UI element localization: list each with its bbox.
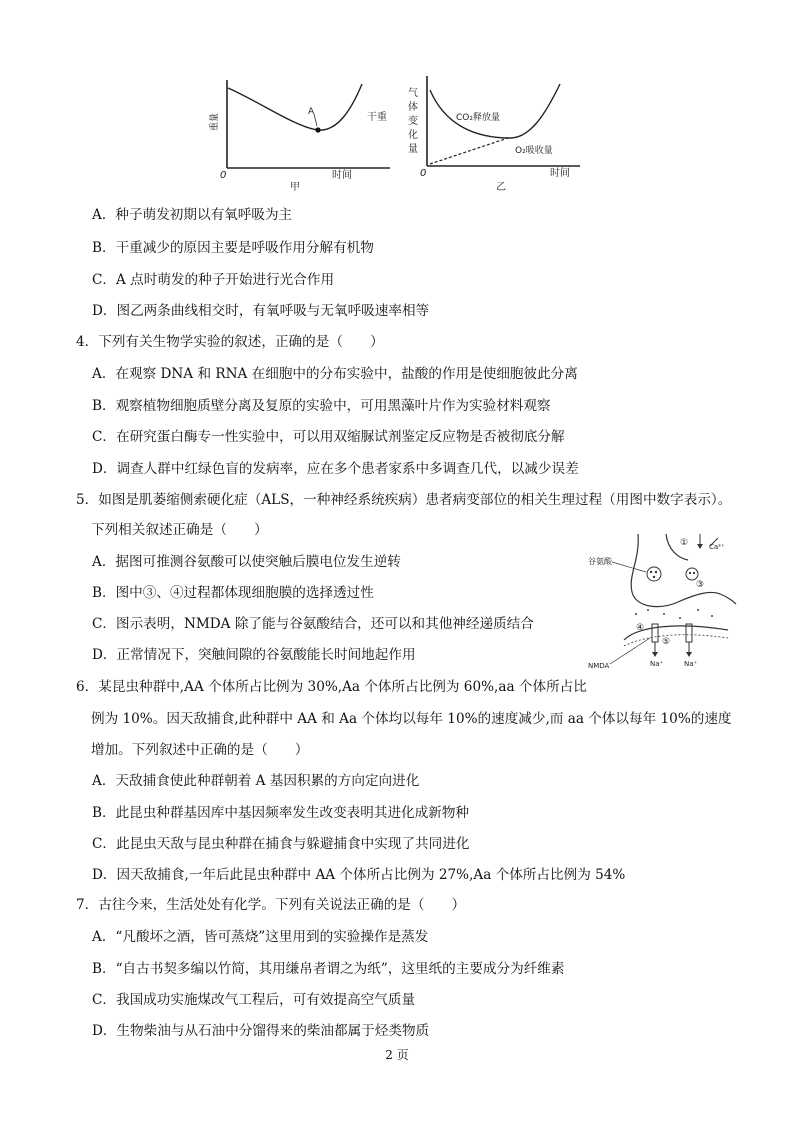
q6-stem-1: 6．某昆虫种群中,AA 个体所占比例为 30%,Aa 个体所占比例为 60%,aa 个体所占比 — [76, 679, 587, 695]
origin-label: 0 — [220, 170, 227, 181]
q5-stem-1: 5．如图是肌萎缩侧索硬化症（ALS，一种神经系统疾病）患者病变部位的相关生理过程（用图中数字表示）。 — [76, 492, 732, 508]
q4-option-c: C．在研究蛋白酶专一性实验中，可以用双缩脲试剂鉴定反应物是否被彻底分解 — [92, 429, 565, 445]
o2-label: O₂吸收量 — [515, 146, 553, 156]
q7-option-c: C．我国成功实施煤改气工程后，可有效提高空气质量 — [92, 992, 416, 1008]
q7-option-d: D．生物柴油与从石油中分馏得来的柴油都属于烃类物质 — [92, 1023, 430, 1039]
label-4: ④ — [636, 623, 645, 633]
gas-axis-label-5: 量 — [408, 144, 418, 155]
q3-option-c: C．A 点时萌发的种子开始进行光合作用 — [92, 272, 335, 288]
page-number: 2 页 — [385, 1048, 409, 1062]
label-ca: Ca²⁺ — [709, 543, 725, 551]
label-5: ⑤ — [662, 637, 671, 647]
q6-option-b: B．此昆虫种群基因库中基因频率发生改变表明其进化成新物种 — [92, 805, 470, 821]
point-a — [315, 127, 320, 132]
q4-stem: 4．下列有关生物学实验的叙述，正确的是（ ） — [76, 334, 384, 350]
q5-option-c: C．图示表明，NMDA 除了能与谷氨酸结合，还可以和其他神经递质结合 — [92, 616, 534, 632]
gas-axis-label-2: 体 — [408, 102, 418, 113]
q3-option-a: A．种子萌发初期以有氧呼吸为主 — [92, 207, 293, 223]
co2-release-curve — [430, 84, 560, 138]
point-a-label: A — [308, 107, 315, 117]
q4-option-b: B．观察植物细胞质壁分离及复原的实验中，可用黑藻叶片作为实验材料观察 — [92, 398, 551, 414]
time-axis-label-yi: 时间 — [550, 168, 570, 179]
q5-option-a: A．据图可推测谷氨酸可以使突触后膜电位发生逆转 — [92, 554, 401, 570]
gas-axis-label-3: 变 — [408, 116, 418, 127]
q5-option-d: D．正常情况下，突触间隙的谷氨酸能长时间地起作用 — [92, 647, 416, 663]
q7-option-a: A．“凡酸坏之酒，皆可蒸烧”这里用到的实验操作是蒸发 — [92, 929, 429, 945]
q5-option-b: B．图中③、④过程都体现细胞膜的选择透过性 — [92, 585, 374, 601]
q4-option-a: A．在观察 DNA 和 RNA 在细胞中的分布实验中，盐酸的作用是使细胞彼此分离 — [92, 366, 578, 382]
figure-yi — [400, 70, 590, 198]
q6-stem-2: 例为 10%。因天敌捕食,此种群中 AA 和 Aa 个体均以每年 10%的速度减少,而 aa 个体以每年 10%的速度 — [91, 711, 732, 727]
q6-stem-3: 增加。下列叙述中正确的是（ ） — [91, 742, 309, 758]
q7-option-b: B．“自古书契多编以竹简，其用缣帛者谓之为纸”，这里纸的主要成分为纤维素 — [92, 961, 565, 977]
gas-axis-label-1: 气 — [408, 88, 418, 99]
caption-yi: 乙 — [496, 182, 506, 193]
weight-axis-label: 重量 — [210, 112, 220, 131]
figure-jia — [200, 72, 400, 198]
label-nmda: NMDA — [588, 662, 610, 670]
origin-label-yi: 0 — [420, 168, 427, 179]
dry-weight-label: 干重 — [367, 112, 387, 123]
q4-option-d: D．调查人群中红绿色盲的发病率，应在多个患者家系中多调查几代，以减少误差 — [92, 461, 579, 477]
q3-option-b: B．干重减少的原因主要是呼吸作用分解有机物 — [92, 240, 374, 256]
q5-stem-2: 下列相关叙述正确是（ ） — [91, 522, 268, 538]
q6-option-a: A．天敌捕食使此种群朝着 A 基因积累的方向定向进化 — [92, 773, 420, 789]
q6-option-d: D．因天敌捕食,一年后此昆虫种群中 AA 个体所占比例为 27%,Aa 个体所占比例为 54% — [92, 867, 626, 883]
caption-jia: 甲 — [290, 182, 300, 193]
label-na-2: Na⁺ — [684, 660, 698, 668]
synapse-figure — [588, 530, 738, 678]
q3-option-d: D．图乙两条曲线相交时，有氧呼吸与无氧呼吸速率相等 — [92, 303, 430, 319]
label-1: ① — [680, 538, 689, 548]
label-3: ③ — [696, 580, 705, 590]
o2-uptake-curve — [430, 138, 508, 164]
time-axis-label: 时间 — [332, 170, 352, 181]
gas-axis-label-4: 化 — [408, 130, 418, 141]
co2-label: CO₂释放量 — [456, 113, 500, 123]
dry-weight-curve — [228, 84, 362, 130]
label-glutamate: 谷氨酸 — [588, 557, 612, 566]
q7-stem: 7．古往今来，生活处处有化学。下列有关说法正确的是（ ） — [76, 897, 466, 913]
q6-option-c: C．此昆虫天敌与昆虫种群在捕食与躲避捕食中实现了共同进化 — [92, 836, 470, 852]
label-na-1: Na⁺ — [650, 660, 664, 668]
